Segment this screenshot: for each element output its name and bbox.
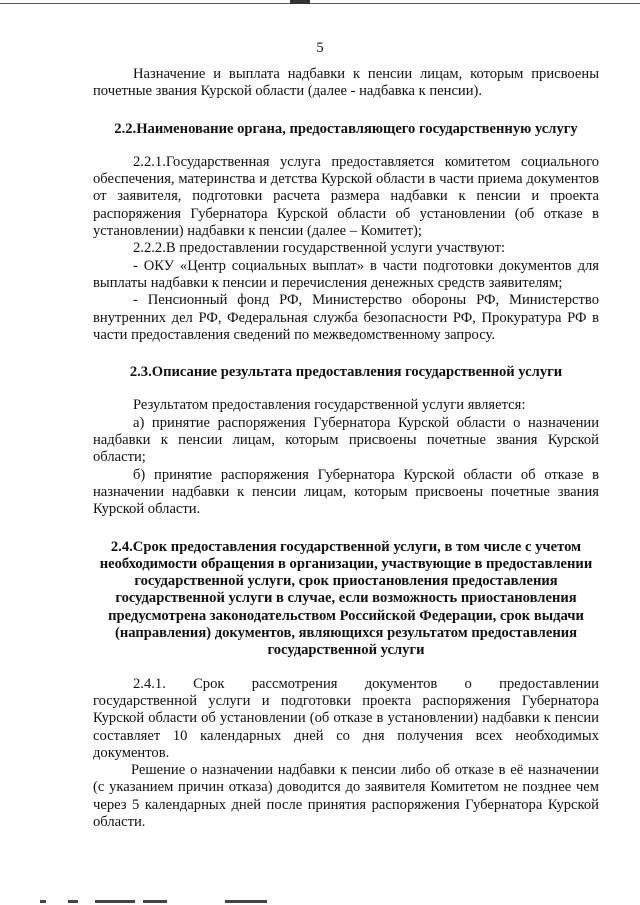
document-body bbox=[93, 66, 599, 831]
section-2-2-1-paragraph: 2.2.1.Государственная услуга предоставляется комитетом социального обеспечения, материнства и детства Курской области в части приема документов от заявителя, подготовки расчета размера надбавки к пенсии и проекта распоряжения Губернатора Курской области об установлении (об отказе в установлении) надбавки к пенсии (далее – Комитет); bbox=[93, 153, 599, 240]
result-item-a: а) принятие распоряжения Губернатора Курской области о назначении надбавки к пенсии лицам, которым присвоены почетные звания Курской области; bbox=[93, 414, 599, 466]
section-2-2-heading: 2.2.Наименование органа, предоставляющего государственную услугу bbox=[114, 120, 578, 137]
page-number: 5 bbox=[316, 40, 324, 56]
term-word: рассмотрения bbox=[251, 675, 338, 692]
scan-mark bbox=[225, 900, 267, 903]
scan-mark bbox=[40, 900, 46, 903]
section-2-3-heading: 2.3.Описание результата предоставления государственной услуги bbox=[129, 364, 563, 381]
term-word: документов bbox=[364, 675, 438, 692]
scan-mark bbox=[68, 900, 78, 903]
term-word: Срок bbox=[193, 675, 225, 692]
result-item-b: б) принятие распоряжения Губернатора Курской области об отказе в назначении надбавки к пенсии лицам, которым присвоены почетные звания Курской области. bbox=[93, 466, 599, 518]
term-word: о bbox=[464, 675, 472, 692]
scan-footer-marks bbox=[0, 898, 640, 905]
intro-paragraph: Назначение и выплата надбавки к пенсии лицам, которым присвоены почетные звания Курской области (далее - надбавка к пенсии). bbox=[93, 66, 599, 100]
section-2-4-1-first-line bbox=[93, 676, 599, 693]
scan-mark bbox=[143, 900, 167, 903]
term-word: предоставлении bbox=[499, 675, 599, 692]
scan-edge-mark bbox=[290, 0, 310, 4]
decision-paragraph: Решение о назначении надбавки к пенсии либо об отказе в её назначении (с указанием причин отказа) доводится до заявителя Комитетом не позднее чем через 5 календарных дней после принятия распоряжения Губернатора Курской области. bbox=[93, 762, 599, 830]
scan-mark bbox=[95, 900, 135, 903]
scan-edge-line bbox=[0, 3, 640, 4]
participant-agencies-paragraph: - Пенсионный фонд РФ, Министерство обороны РФ, Министерство внутренних дел РФ, Федеральная служба безопасности РФ, Прокуратура РФ в части предоставления сведений по межведомственному запросу. bbox=[93, 292, 599, 343]
result-intro-paragraph: Результатом предоставления государственной услуги является: bbox=[133, 397, 526, 414]
section-2-4-heading: 2.4.Срок предоставления государственной услуги, в том числе с учетом необходимости обращения в организации, участвующие в предоставлении государственной услуги, срок приостановления предоставления государственной услуги в случае, если возможность приостановления предусмотрена законодательством Российской Федерации, срок выдачи (направления) документов, являющихся результатом предоставления государственной услуги bbox=[99, 538, 593, 659]
term-word: 2.4.1. bbox=[133, 675, 166, 692]
participant-oku-paragraph: - ОКУ «Центр социальных выплат» в части подготовки документов для выплаты надбавки к пенсии и перечисления денежных средств заявителям; bbox=[93, 257, 599, 291]
section-2-2-2-paragraph: 2.2.2.В предоставлении государственной услуги участвуют: bbox=[133, 240, 505, 257]
section-2-4-1-paragraph: государственной услуги и подготовки проекта распоряжения Губернатора Курской области об установлении (об отказе в установлении) надбавки к пенсии составляет 10 календарных дней со дня получения всех необходимых документов. bbox=[93, 692, 599, 761]
